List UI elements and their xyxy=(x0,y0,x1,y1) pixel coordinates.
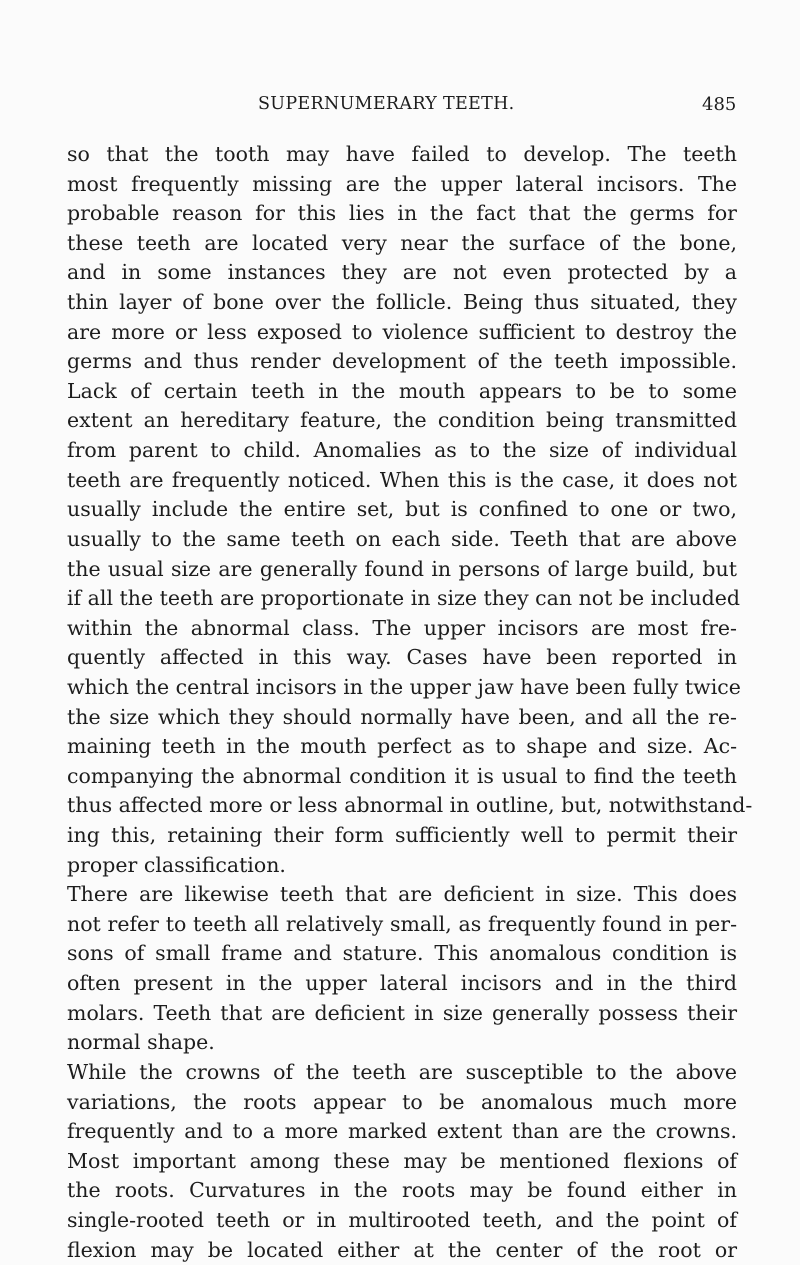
text-line: often present in the upper lateral incisors and in the third xyxy=(67,971,737,996)
text-line: if all the teeth are proportionate in size they can not be included xyxy=(67,586,741,611)
text-line: these teeth are located very near the surface of the bone, xyxy=(67,230,737,255)
text-line: thus affected more or less abnormal in outline, but, notwithstand- xyxy=(67,793,753,818)
text-line: and in some instances they are not even protected by a xyxy=(67,260,737,285)
text-line: molars. Teeth that are deficient in size generally possess their xyxy=(67,1000,737,1025)
text-line: normal shape. xyxy=(67,1030,215,1055)
text-line: probable reason for this lies in the fact that the germs for xyxy=(67,201,737,226)
text-line: extent an hereditary feature, the condition being transmitted xyxy=(67,408,737,433)
body-text xyxy=(67,140,753,1265)
text-line: the size which they should normally have been, and all the re- xyxy=(67,704,737,729)
running-head xyxy=(0,94,800,124)
text-line: Lack of certain teeth in the mouth appears to be to some xyxy=(67,378,737,403)
text-line: Most important among these may be mentioned flexions of xyxy=(67,1148,737,1173)
text-line: flexion may be located either at the center of the root or xyxy=(67,1237,737,1262)
text-line: teeth are frequently noticed. When this is the case, it does not xyxy=(67,467,737,492)
text-line: single-rooted teeth or in multirooted teeth, and the point of xyxy=(67,1207,737,1232)
text-line: frequently and to a more marked extent than are the crowns. xyxy=(67,1119,737,1144)
text-line: which the central incisors in the upper jaw have been fully twice xyxy=(67,674,741,699)
text-line: companying the abnormal condition it is usual to find the teeth xyxy=(67,763,737,788)
text-line: maining teeth in the mouth perfect as to shape and size. Ac- xyxy=(67,734,737,759)
text-line: germs and thus render development of the teeth impossible. xyxy=(67,349,737,374)
text-line: thin layer of bone over the follicle. Being thus situated, they xyxy=(67,290,737,315)
running-title: SUPERNUMERARY TEETH. xyxy=(258,94,515,114)
text-line: usually include the entire set, but is confined to one or two, xyxy=(67,497,737,522)
text-line: proper classification. xyxy=(67,852,286,877)
text-line: from parent to child. Anomalies as to the size of individual xyxy=(67,438,737,463)
page-number: 485 xyxy=(702,94,737,115)
text-line: not refer to teeth all relatively small, as frequently found in per- xyxy=(67,911,737,936)
text-line: so that the tooth may have failed to develop. The teeth xyxy=(67,142,737,166)
text-line: There are likewise teeth that are deficient in size. This does xyxy=(67,882,737,907)
text-line: most frequently missing are the upper lateral incisors. The xyxy=(67,171,737,196)
text-line: the usual size are generally found in persons of large build, but xyxy=(67,556,737,581)
text-line: within the abnormal class. The upper incisors are most fre- xyxy=(67,615,737,640)
text-line: the roots. Curvatures in the roots may be found either in xyxy=(67,1178,737,1203)
text-line: While the crowns of the teeth are susceptible to the above xyxy=(67,1059,737,1084)
text-line: ing this, retaining their form sufficiently well to permit their xyxy=(67,823,737,848)
text-line: variations, the roots appear to be anomalous much more xyxy=(67,1089,737,1114)
text-line: usually to the same teeth on each side. Teeth that are above xyxy=(67,526,737,551)
text-line: quently affected in this way. Cases have been reported in xyxy=(67,645,737,670)
text-line: sons of small frame and stature. This anomalous condition is xyxy=(67,941,737,966)
text-line: are more or less exposed to violence sufficient to destroy the xyxy=(67,319,737,344)
